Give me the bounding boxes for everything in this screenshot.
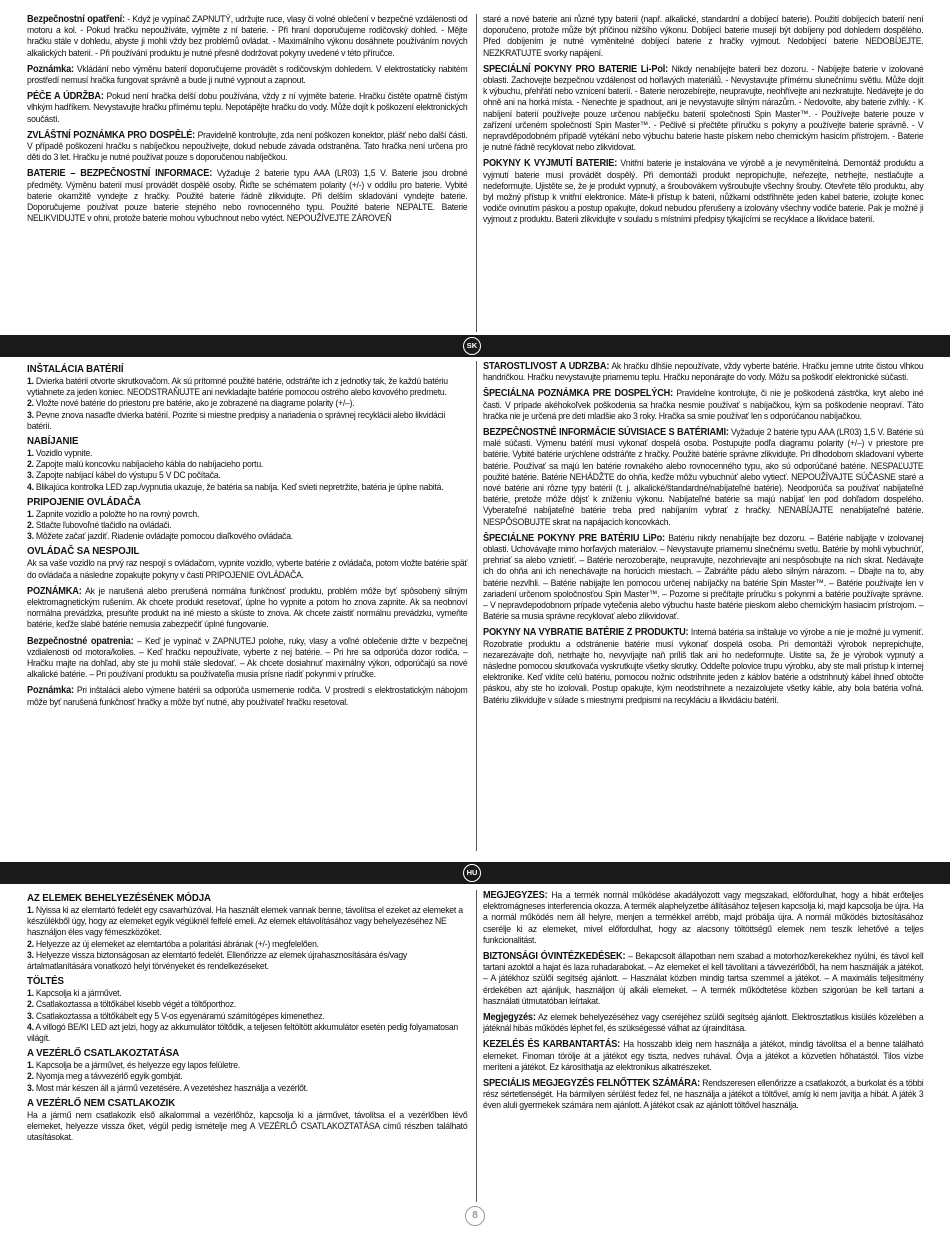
section-heading: AZ ELEMEK BEHELYEZÉSÉNEK MÓDJA <box>27 893 211 904</box>
sk-right-column <box>483 361 925 851</box>
list-item <box>27 482 467 493</box>
section-cz <box>0 14 950 332</box>
paragraph <box>483 388 923 422</box>
list-item <box>27 531 467 542</box>
list-item-number: 3. <box>27 531 34 542</box>
paragraph-text: Ha hosszabb ideig nem használja a játékot, mindig távolítsa el a benne található elemeket. Finoman törölje át a játékot egy tiszta, nedves ruhával. Óvja a játékot a közvetlen hőhatástól. Tilos vízbe meríteni a játékot. Ez károsíthatja az elektronikus alkatrészeket. <box>483 1039 924 1072</box>
list-item-text: Kapcsolja ki a járművet. <box>33 988 122 999</box>
list-item-number: 2. <box>27 398 34 409</box>
list-item-text: Nyissa ki az elemtartó fedelét egy csavarhúzóval. Ha használt elemek vannak benne, távolítsa el ezeket az elemeket a készülékből úgy, hogy az elemeket egyik végüknél felfelé emeli. Az elemek eltávolításához vagy behelyezéséhez NE használjon éles vagy fémeszközöket. <box>27 905 463 938</box>
list-item <box>27 509 467 520</box>
section-heading: TÖLTÉS <box>27 976 64 988</box>
paragraph-heading: POKYNY NA VYBRATIE BATÉRIE Z PRODUKTU: <box>483 627 689 639</box>
paragraph-heading: BIZTONSÁGI ÓVINTÉZKEDÉSEK: <box>483 951 626 963</box>
list-item-number: 4. <box>27 1021 34 1032</box>
list-item-text: Pevne znova nasaďte dvierka batérií. Pozrite si miestne predpisy a nariadenia o správnej recyklácii alebo likvidácii batérií. <box>27 409 446 431</box>
paragraph <box>483 1039 923 1073</box>
list-item-number: 2. <box>27 1071 34 1082</box>
list-item-text: Zapnite vozidlo a položte ho na rovný povrch. <box>33 508 200 519</box>
paragraph-heading: BEZPEČNOSTNÉ INFORMÁCIE SÚVISIACE S BATÉRIAMI: <box>483 427 729 439</box>
list-item-number: 2. <box>27 459 34 470</box>
paragraph-text: Vnitřní baterie je instalována ve výrobě a je nevyměnitelná. Demontáž produktu a vyjmutí baterie musí provádět dospělý. Při demontáži produkt nepropichujte, neřezejte, netrhejte, nestlačujte a nedeformujte. Ujistěte se, že je produkt vypnutý, a šroubovákem vyšroubujte všechny šrouby. Otevřete tělo produktu, aby byl možný přístup k vnitřní elektronice. Máte-li přístup k baterii, nůžkami odstřihněte jeden kabel baterie, izolujte konec vodiče ovinutím páskou a postup opakujte, dokud nebudou přerušeny a izolovány všechny vodiče baterie. Pak je možné ji vyjmout z produktu. Baterii zlikvidujte v souladu s místními předpisy týkajícími se recyklace a likvidace baterií. <box>483 158 924 225</box>
paragraph <box>483 890 923 946</box>
list-item-text: Csatlakoztassa a töltőkábelt egy 5 V-os egyenáramú számítógépes kimenethez. <box>33 1010 325 1021</box>
list-item-number: 1. <box>27 905 34 915</box>
paragraph-text: Ha a termék normál működése akadályozott vagy megszakad, előfordulhat, hogy a hibát erőteljes elektromágneses interferencia okozza. A termék alaphelyzetbe állításához teljesen kapcsolja ki, majd kapcsolja be újra. Ha a normál működés nem áll helyre, menjen a termékkel arrébb, majd próbálja újra. A normál működés biztosításához cserélje ki az elemeket, mivel előfordulhat, hogy az alacsony töltöttségű elemek nem teszik lehetővé a teljes funkcionalitást. <box>483 890 924 945</box>
list-item <box>27 448 467 459</box>
list-item-text: Kapcsolja be a járművet, és helyezze egy lapos felületre. <box>33 1060 240 1071</box>
paragraph-heading: SPECIÁLNÍ POKYNY PRO BATERIE Li-Pol: <box>483 63 669 75</box>
language-band-sk <box>0 335 950 357</box>
list-item-number: 1. <box>27 508 34 519</box>
paragraph-heading: ŠPECIÁLNA POZNÁMKA PRE DOSPELÝCH: <box>483 388 674 400</box>
numbered-list <box>27 448 469 493</box>
list-item-text: Vložte nové batérie do priestoru pre batérie, ako je zobrazené na diagrame polarity (+/–). <box>33 398 355 409</box>
list-item <box>27 376 467 398</box>
section-heading: PRIPOJENIE OVLÁDAČA <box>27 496 141 508</box>
paragraph <box>483 64 923 154</box>
list-item-number: 3. <box>27 470 34 481</box>
paragraph <box>27 558 467 580</box>
list-item-text: Dvierka batérií otvorte skrutkovačom. Ak sú prítomné použité batérie, odstráňte ich z jednotky tak, že každú batériu vytiahnete za jeden koniec. NEODSTRAŇUJTE ani nevkladajte batérie pomocou ostrého alebo kovového predmetu. <box>27 376 448 398</box>
paragraph-text: Ak hračku dlhšie nepoužívate, vždy vyberte batérie. Hračku jemne utrite čistou vlhkou handričkou. Hračku nevystavujte priamemu teplu. Hračku neponárajte do vody. Môžu sa poškodiť elektronické súčasti. <box>483 361 924 383</box>
paragraph-heading: KEZELÉS ÉS KARBANTARTÁS: <box>483 1039 621 1051</box>
paragraph-heading: Bezpečnostné opatrenia: <box>27 635 134 647</box>
paragraph-text: Rendszeresen ellenőrizze a csatlakozót, a burkolat és a többi rész sértetlenségét. Ha bármilyen sérülést fedez fel, ne használja a játékot a töltővel, amíg ki nem javítja a hibát. A játék 3 éven aluli gyermekek számára nem ajánlott. A játékot csak az ajánlott töltővel használja. <box>483 1078 924 1111</box>
paragraph <box>27 14 467 59</box>
paragraph <box>483 14 923 59</box>
list-item <box>27 398 467 409</box>
list-item-number: 1. <box>27 1060 34 1071</box>
paragraph <box>483 427 923 528</box>
paragraph-text: Pravidelně kontrolujte, zda není poškozen konektor, plášť nebo další části. V případě poškození hračku s nabíječkou nepoužívejte, dokud nebude závada odstraněna. Tato hračka není určena pro děti do 3 let. Hračku je nutné používat pouze s doporučenou nabíječkou. <box>27 129 468 163</box>
numbered-list <box>27 509 469 543</box>
paragraph-text: Ha a jármű nem csatlakozik első alkalommal a vezérlőhöz, kapcsolja ki a járművet, távolítsa el a vezérlőben lévő elemeket, helyezze vissza őket, végül pedig ismételje meg A VEZÉRLŐ CSATLAKOZTATÁSA című részben található utasításokat. <box>27 1109 468 1143</box>
paragraph-text: Pri inštalácii alebo výmene batérií sa odporúča usmernenie rodiča. V prostredí s elektrostatickým nábojom môže byť narušená funkčnosť hračky a môže byť nutné, aby používateľ hračku resetoval. <box>27 685 468 707</box>
list-item <box>27 1083 467 1094</box>
list-item <box>27 1071 467 1082</box>
list-item-text: A villogó BE/KI LED azt jelzi, hogy az akkumulátor töltődik, a teljesen feltöltött akkumulátor esetén pedig folyamatosan világít. <box>27 1021 459 1044</box>
paragraph-text: Nikdy nenabíjejte baterii bez dozoru. - Nabíjejte baterie v izolované oblasti. Zachovejte bezpečnou vzdálenost od hořlavých materiálů. - Nevystavujte přímému slunečnímu světlu. Může dojít k výbuchu, přehřátí nebo vznícení baterií. - Baterie nerozebírejte, neupravujte, neohřívejte ani nezkratujte. Nedávejte je do ohně ani na horká místa. - Nenechte je spadnout, ani je nevystavujte silným nárazům. - Nedovolte, aby baterie zvlhly. - K nabíjení baterií používejte pouze určenou nabíječku baterií společnosti Spin Master™. - Používejte baterie pouze v zařízení určeném společností Spin Master™. - Pečlivě si přečtěte příručku s pokyny a používejte baterie správně. - V nepravděpodobném případě vytékání nebo výbuchu baterie haste pískem nebo chemickým hasicím přístrojem. - Baterie je nutné řádně recyklovat nebo zlikvidovat. <box>483 63 924 153</box>
list-item-text: Helyezze az új elemeket az elemtartóba a polaritási ábrának (+/-) megfelelően. <box>33 938 319 949</box>
paragraph-text: Batériu nikdy nenabíjajte bez dozoru. – Batérie nabíjajte v izolovanej oblasti. Uchovávajte mimo horľavých materiálov. – Nevystavujte priamemu slnečnému svetlu. Batérie by mohli vybuchnúť, prehriať sa alebo vznietiť. – Batérie nerozoberajte, neupravujte, nezohrievajte ani nespôsobujte na nich skrat. Nedávajte ich do ohňa ani ich nenechávajte na horúcich miestach. – Zabráňte pádu alebo silným nárazom. – Dbajte na to, aby batérie nezvlhli. – Batérie nabíjajte len pomocou určenej nabíjačky na batérie Spin Master™. – Batérie používajte len v zariadení určenom spoločnosťou Spin Master™. – Pozorne si prečítajte príručku s pokynmi a batérie používajte správne. – V nepravdepodobnom prípade vytečenia alebo výbuchu haste batérie pieskom alebo chemickým hasiacim prístrojom. – Batérie sa musia správne recyklovať alebo zlikvidovať. <box>483 532 924 622</box>
numbered-list <box>27 1060 469 1094</box>
paragraph-heading: ŠPECIÁLNE POKYNY PRE BATÉRIU LiPo: <box>483 532 665 544</box>
paragraph-heading: Poznámka: <box>27 63 74 75</box>
paragraph-heading: MEGJEGYZÉS: <box>483 890 548 901</box>
paragraph-text: Vyžaduje 2 batérie typu AAA (LR03) 1,5 V. Batérie sú malé súčasti. Výmenu batérií musí vykonať dospelá osoba. Postupujte podľa diagramu polarity (+/–) v priestore pre batérie. Vybité batérie urýchlene odstráňte z hračky. Použité batérie správne zlikvidujte. Pri dlhodobom skladovaní vyberte batérie. Používať sa majú len batérie rovnakého alebo rovnocenného typu, ako sú odporúčané batérie. NESPAĽUJTE použité batérie. Batérie NEHÁDŽTE do ohňa, keďže môžu vybuchnúť alebo vytiecť. NEPOUŽÍVAJTE SÚČASNE staré a nové batérie ani rôzne typy batérií (t. j. alkalické/štandardné/nabíjateľné batérie). Neodporúča sa používať nabíjateľné batérie, pretože môže dôjsť k zníženiu výkonu. Nabíjateľné batérie sa majú nabíjať len pod dohľadom dospelého. Vyberateľné nabíjateľné batérie treba pred nabíjaním vybrať z hračky. NENABÍJAJTE nenabíjateľné batérie. NESPÔSOBUJTE skrat na napájacích koncovkách. <box>483 427 924 527</box>
paragraph-heading: Poznámka: <box>27 685 74 697</box>
paragraph-text: Pokud není hračka delší dobu používána, vždy z ní vyjměte baterie. Hračku čistěte opatrně čistým vlhkým hadříkem. Nevystavujte hračku přímému teplu. Nepotápějte hračku do vody. Může dojít k poškození elektronických součástí. <box>27 91 468 124</box>
cz-right-column <box>483 14 925 332</box>
paragraph <box>483 1012 923 1034</box>
paragraph <box>27 636 467 681</box>
paragraph-text: Az elemek behelyezéséhez vagy cseréjéhez szülői segítség ajánlott. Elektrosztatikus kisülés közelében a játéknál hibás működés léphet fel, és szükségessé válhat az újraindítása. <box>483 1012 924 1034</box>
list-item-text: Most már készen áll a jármű vezetésére. A vezetéshez használja a vezérlőt. <box>33 1082 308 1093</box>
list-item <box>27 520 467 531</box>
section-heading: OVLÁDAČ SA NESPOJIL <box>27 546 140 558</box>
language-badge-hu: HU <box>463 864 481 882</box>
paragraph <box>27 64 467 86</box>
paragraph-heading: Megjegyzés: <box>483 1012 536 1024</box>
numbered-list <box>27 988 469 1044</box>
list-item-number: 3. <box>27 409 34 420</box>
list-item-number: 2. <box>27 520 34 531</box>
list-item <box>27 988 467 999</box>
list-item <box>27 410 467 432</box>
paragraph <box>483 1078 923 1112</box>
list-item-number: 3. <box>27 1082 34 1093</box>
paragraph <box>27 91 467 125</box>
list-item-text: Zapojte malú koncovku nabíjacieho kábla do nabíjacieho portu. <box>33 459 264 470</box>
numbered-list <box>27 905 469 972</box>
list-item <box>27 1022 467 1044</box>
list-item-text: Stlačte ľubovoľné tlačidlo na ovládači. <box>33 520 172 531</box>
list-item <box>27 1011 467 1022</box>
list-item-text: Zapojte nabíjací kábel do výstupu 5 V DC počítača. <box>33 470 221 481</box>
paragraph <box>27 130 467 164</box>
list-item-number: 2. <box>27 999 34 1010</box>
paragraph-heading: POKYNY K VYJMUTÍ BATERIE: <box>483 158 618 170</box>
paragraph-heading: ZVLÁŠTNÍ POZNÁMKA PRO DOSPĚLÉ: <box>27 129 196 141</box>
list-item-number: 1. <box>27 448 34 459</box>
section-heading: A VEZÉRLŐ CSATLAKOZTATÁSA <box>27 1048 180 1060</box>
paragraph-heading: STAROSTLIVOSŤ A ÚDRŽBA: <box>483 361 610 372</box>
list-item-number: 1. <box>27 376 34 386</box>
paragraph-text: – Bekapcsolt állapotban nem szabad a motorhoz/kerekekhez nyúlni, és távol kell tartani azoktól a hajat és laza ruhadarabokat. – Az elemeket el kell távolítani a távvezérlőből, ha nem használják a játékot. – A játékhoz szülői segítség ajánlott. – Használat közben mindig tartsa szemmel a játékot. – A maximális teljesítmény érdekében azt ajánljuk, használjon új alkáli elemeket. – A termék működtetése közben szigorúan be kell tartani a használati útmutatóban leírtakat. <box>483 951 924 1006</box>
paragraph-text: Vkládání nebo výměnu baterií doporučujeme provádět s rodičovským dohledem. V elektrostaticky nabitém prostředí nemusí hračka fungovat správně a bude ji nutné vypnout a zapnout. <box>27 63 468 86</box>
language-band-hu <box>0 862 950 884</box>
paragraph-text: – Keď je vypínač v ZAPNUTEJ polohe, ruky, vlasy a voľné oblečenie držte v bezpečnej vzdialenosti od motora/kolies. – Keď hračku nepoužívate, vyberte z nej batérie. – Pri hre sa odporúča dozor rodiča. – Hračku majte na dohľad, aby ste ju mohli stále sledovať. – Ak chcete dosiahnuť maximálny výkon, odporúčajú sa nové alkalické batérie. – Pri používaní produktu sa používateľia musia prísne riadiť pokynmi v príručke. <box>27 635 468 680</box>
paragraph <box>483 533 923 623</box>
list-item <box>27 470 467 481</box>
paragraph-text: staré a nové baterie ani různé typy baterií (např. alkalické, standardní a dobíjecí baterie). Použití dobíjecích baterií není doporučeno, protože může být příčinou nižšího výkonu. Dobíjecí baterie musejí být dobíjeny pod dohledem dospělého. Před dobíjením je nutné vyměnitelné dobíjecí baterie z hračky vyjmout. Nedobíjecí baterie NEDOBÍJEJTE. NEZKRATUJTE svorky napájení. <box>483 14 924 58</box>
section-hu <box>0 890 950 1208</box>
paragraph-heading: PÉČE A ÚDRŽBA: <box>27 91 104 103</box>
numbered-list <box>27 376 469 432</box>
section-heading: INŠTALÁCIA BATÉRIÍ <box>27 364 124 375</box>
paragraph-text: Ak sa vaše vozidlo na prvý raz nespojí s ovládačom, vypnite vozidlo, vyberte batérie z ovládača, potom vložte batérie späť do ovládača a následne zopakujte pokyny v časti PRIPOJENIE OVLÁDAČA. <box>27 558 468 580</box>
paragraph <box>483 158 923 225</box>
section-heading: A VEZÉRLŐ NEM CSATLAKOZIK <box>27 1097 176 1109</box>
paragraph-heading: POZNÁMKA: <box>27 585 82 597</box>
cz-left-column <box>27 14 469 332</box>
paragraph <box>27 685 467 707</box>
paragraph-text: Interná batéria sa inštaluje vo výrobe a nie je možné ju vymeniť. Rozobratie produktu a odstránenie batérie musí vykonať dospelá osoba. Pri demontáži výrobok neprepichujte, nezarezávajte doň, netrhajte ho, nevyvíjajte naň príliš tlak ani ho nedeformujte. Uistite sa, že je výrobok vypnutý a následne pomocou skrutkovača vyskrutkujte všetky skrutky. Oddeľte polovice trupu výrobku, aby ste mali prístup k internej elektronike. Keď vidíte celú batériu, pomocou nožnic odstrihnite jeden z káblov batérie a odstrihnutý kábel ihneď obtočte páskou, aby ste ho izolovali. Postup opakujte, kým neodstrihnete a nezaizolujete všetky káble, aby bola batéria voľná. Batériu zlikvidujte v súlade s miestnymi predpismi na recykláciu a likvidáciu batérií. <box>483 627 924 705</box>
paragraph-text: Vyžaduje 2 baterie typu AAA (LR03) 1,5 V. Baterie jsou drobné předměty. Výměnu baterií musí provádět dospělé osoby. Řiďte se schématem polarity (+/-) v oddílu pro baterie. Vybité baterie okamžitě vyndejte z hračky. Použité baterie řádně zlikvidujte. Při delším skladování vyndejte baterie. Doporučujeme používat pouze baterie stejného nebo rovnocenného typu. Použité baterie NEPALTE. Baterie NELIKVIDUJTE v ohni, protože baterie mohou vybuchnout nebo vytéct. NEPOUŽÍVEJTE ZÁROVEŇ <box>27 168 468 224</box>
sk-left-column <box>27 361 469 851</box>
list-item <box>27 939 467 950</box>
section-sk <box>0 361 950 851</box>
list-item-number: 3. <box>27 1010 34 1021</box>
list-item <box>27 950 467 972</box>
list-item <box>27 459 467 470</box>
list-item-number: 2. <box>27 938 34 949</box>
paragraph-heading: BATERIE – BEZPEČNOSTNÍ INFORMACE: <box>27 168 213 180</box>
column-divider <box>476 361 477 851</box>
list-item <box>27 1060 467 1071</box>
hu-right-column <box>483 890 925 1208</box>
paragraph-heading: SPECIÁLIS MEGJEGYZÉS FELNŐTTEK SZÁMÁRA: <box>483 1078 701 1090</box>
paragraph-text: Ak je narušená alebo prerušená normálna funkčnosť produktu, problém môže byť spôsobený silným elektromagnetickým rušením. Ak chcete produkt resetovať, úplne ho vypnite a potom ho znova zapnite. Ak sa neobnoví normálna prevádzka, presuňte produkt na iné miesto a skúste to znova. Ak chcete zaistiť normálnu prevádzku, vymeňte batérie, keďže slabé batérie nemusia zabezpečiť úplné fungovanie. <box>27 585 468 630</box>
column-divider <box>476 14 477 332</box>
list-item-text: Helyezze vissza biztonságosan az elemtartó fedelét. Ellenőrizze az elemek újrahasznosítására és/vagy ártalmatlanítására vonatkozó helyi törvényeket és rendelkezéseket. <box>27 949 408 972</box>
paragraph-heading: Bezpečnostní opatření: <box>27 14 125 25</box>
list-item-text: Blikajúca kontrolka LED zap./vypnutia ukazuje, že batéria sa nabíja. Keď svieti nepretržite, batéria je úplne nabitá. <box>33 481 444 492</box>
paragraph <box>483 951 923 1007</box>
paragraph <box>483 627 923 705</box>
list-item <box>27 905 467 939</box>
paragraph <box>483 361 923 383</box>
list-item-number: 4. <box>27 481 34 492</box>
list-item-text: Môžete začať jazdiť. Riadenie ovládajte pomocou diaľkového ovládača. <box>33 531 293 542</box>
paragraph <box>27 168 467 224</box>
list-item <box>27 999 467 1010</box>
section-heading: NABÍJANIE <box>27 436 79 448</box>
language-badge-sk: SK <box>463 337 481 355</box>
list-item-text: Nyomja meg a távvezérlő egyik gombját. <box>33 1071 183 1082</box>
hu-left-column <box>27 890 469 1208</box>
column-divider <box>476 890 477 1202</box>
paragraph-text: - Když je vypínač ZAPNUTÝ, udržujte ruce, vlasy či volné oblečení v bezpečné vzdálenosti od motoru a kol. - Pokud hračku nepoužíváte, vyjměte z ní baterie. - Při hraní doporučujeme rodičovský dohled. - Mějte hračku stále v dohledu, abyste ji mohli vždy bez problémů ovládat. - Maximálního výkonu dosáhnete používáním nových alkalických baterií. - Při používání produktu je nutné přesně dodržovat pokyny uvedené v této příručce. <box>27 14 468 58</box>
page-number: 8 <box>465 1206 485 1226</box>
list-item-text: Csatlakoztassa a töltőkábel kisebb végét a töltőporthoz. <box>33 999 236 1010</box>
paragraph <box>27 586 467 631</box>
list-item-number: 1. <box>27 988 34 999</box>
list-item-number: 3. <box>27 949 34 960</box>
paragraph <box>27 1110 467 1144</box>
paragraph-text: Pravidelne kontrolujte, či nie je poškodená zástrčka, kryt alebo iné časti. V prípade akéhokoľvek poškodenia sa hračka nesmie používať s nabíjačkou, kým sa poškodenie neopraví. Táto hračka nie je určená pre deti mladšie ako 3 roky. Hračka sa smie používať len s odporúčanou nabíjačkou. <box>483 388 924 421</box>
list-item-text: Vozidlo vypnite. <box>33 448 93 459</box>
